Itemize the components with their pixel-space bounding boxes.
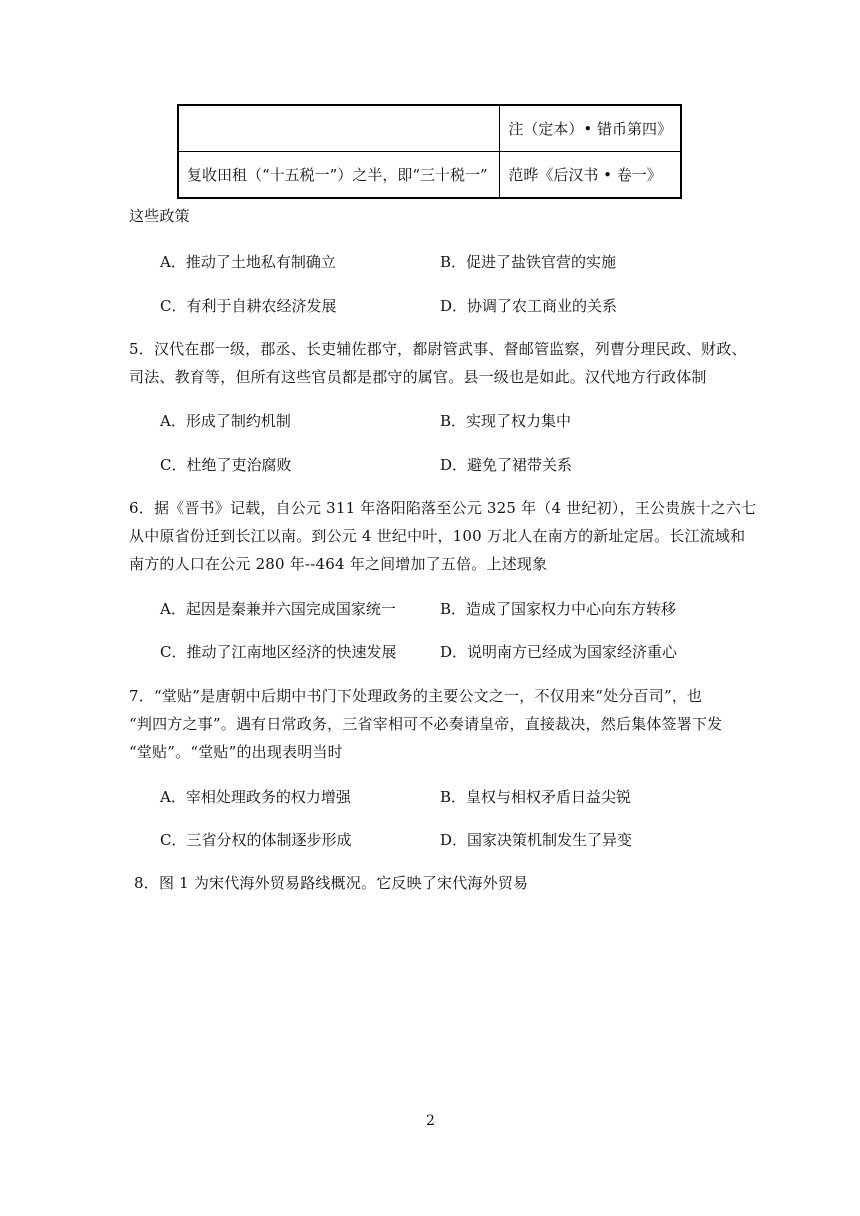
table-row [178, 152, 681, 199]
table-cell-source: 范晔《后汉书 • 卷一》 [500, 152, 681, 199]
q4-option-c[interactable]: C．有利于自耕农经济发展 [160, 297, 337, 315]
question-6-line-1: 6．据《晋书》记载，自公元 311 年洛阳陷落至公元 325 年（4 世纪初），王公贵族十之六七 [129, 499, 757, 517]
question-6-line-2: 从中原省份迁到长江以南。到公元 4 世纪中叶，100 万北人在南方的新址定居。长江流域和 [129, 527, 746, 545]
q6-option-d[interactable]: D．说明南方已经成为国家经济重心 [440, 643, 678, 661]
q7-option-a[interactable]: A．宰相处理政务的权力增强 [160, 788, 351, 806]
q5-option-a[interactable]: A．形成了制约机制 [160, 412, 291, 430]
question-7-line-3: “堂贴”。“堂贴”的出现表明当时 [129, 743, 343, 761]
table-row [178, 105, 681, 152]
q6-option-b[interactable]: B．造成了国家权力中心向东方转移 [440, 600, 677, 618]
question-5-line-1: 5．汉代在郡一级，郡丞、长吏辅佐郡守，都尉管武事、督邮管监察，列曹分理民政、财政、 [129, 340, 747, 358]
question-7-line-2: “判四方之事”。遇有日常政务，三省宰相可不必奏请皇帝，直接裁决，然后集体签署下发 [129, 715, 723, 733]
question-7-line-1: 7．“堂贴”是唐朝中后期中书门下处理政务的主要公文之一，不仅用来“处分百司”，也 [129, 687, 703, 705]
table-cell-policy [178, 105, 500, 152]
table-cell-policy: 复收田租（“十五税一”）之半，即“三十税一” [178, 152, 500, 199]
question-8-line-1: 8．图 1 为宋代海外贸易路线概况。它反映了宋代海外贸易 [134, 874, 529, 892]
q7-option-b[interactable]: B．皇权与相权矛盾日益尖锐 [440, 788, 632, 806]
source-table [177, 104, 682, 199]
page-number: 2 [426, 1113, 435, 1129]
question-4-stem: 这些政策 [129, 207, 190, 225]
question-5-line-2: 司法、教育等，但所有这些官员都是郡守的属官。县一级也是如此。汉代地方行政体制 [129, 368, 707, 386]
q4-option-d[interactable]: D．协调了农工商业的关系 [440, 297, 618, 315]
question-6-line-3: 南方的人口在公元 280 年--464 年之间增加了五倍。上述现象 [129, 555, 548, 573]
q7-option-c[interactable]: C．三省分权的体制逐步形成 [160, 831, 352, 849]
q5-option-c[interactable]: C．杜绝了吏治腐败 [160, 456, 292, 474]
q6-option-a[interactable]: A．起因是秦兼并六国完成国家统一 [160, 600, 396, 618]
q5-option-d[interactable]: D．避免了裙带关系 [440, 456, 573, 474]
q5-option-b[interactable]: B．实现了权力集中 [440, 412, 572, 430]
table-cell-source: 注（定本）• 错币第四》 [500, 105, 681, 152]
q4-option-b[interactable]: B．促进了盐铁官营的实施 [440, 253, 617, 271]
q6-option-c[interactable]: C．推动了江南地区经济的快速发展 [160, 643, 397, 661]
q7-option-d[interactable]: D．国家决策机制发生了异变 [440, 831, 633, 849]
q4-option-a[interactable]: A．推动了土地私有制确立 [160, 253, 336, 271]
